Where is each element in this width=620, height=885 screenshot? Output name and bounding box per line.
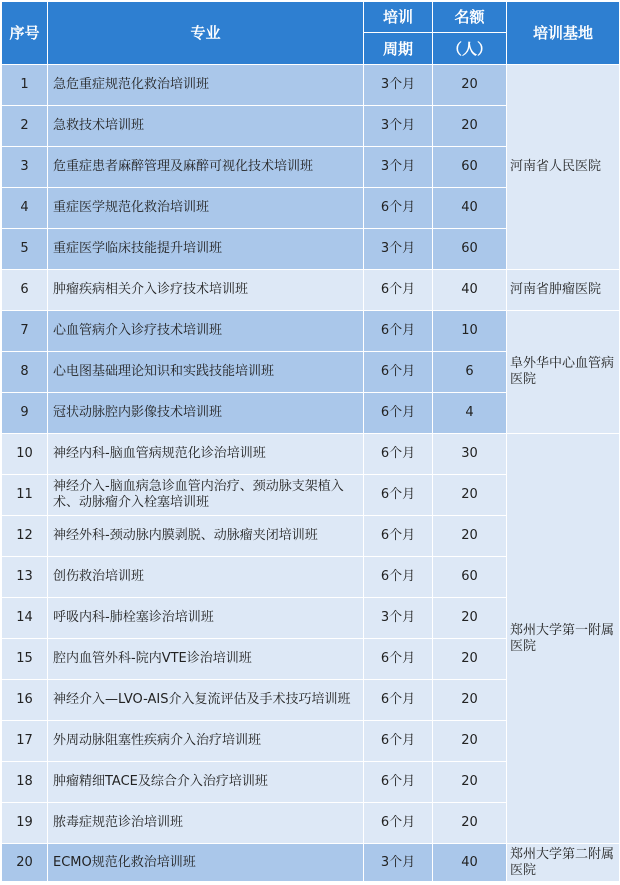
table-row	[2, 844, 620, 882]
row-period: 6个月	[364, 762, 433, 803]
row-quota: 40	[433, 188, 507, 229]
row-quota: 60	[433, 557, 507, 598]
row-no: 5	[2, 229, 48, 270]
row-quota: 20	[433, 762, 507, 803]
row-major: ECMO规范化救治培训班	[48, 844, 364, 882]
row-major: 外周动脉阻塞性疾病介入治疗培训班	[48, 721, 364, 762]
row-period: 6个月	[364, 270, 433, 311]
header-row	[2, 2, 620, 33]
row-quota: 20	[433, 65, 507, 106]
row-period: 6个月	[364, 516, 433, 557]
row-quota: 10	[433, 311, 507, 352]
row-no: 4	[2, 188, 48, 229]
row-period: 6个月	[364, 311, 433, 352]
row-no: 18	[2, 762, 48, 803]
row-major: 脓毒症规范诊治培训班	[48, 803, 364, 844]
header-no: 序号	[2, 2, 48, 65]
row-period: 6个月	[364, 639, 433, 680]
row-base: 阜外华中心血管病医院	[507, 311, 620, 434]
row-no: 7	[2, 311, 48, 352]
row-quota: 20	[433, 106, 507, 147]
row-major: 肿瘤疾病相关介入诊疗技术培训班	[48, 270, 364, 311]
training-table	[1, 1, 620, 882]
row-no: 11	[2, 475, 48, 516]
row-period: 3个月	[364, 844, 433, 882]
row-major: 心血管病介入诊疗技术培训班	[48, 311, 364, 352]
row-period: 6个月	[364, 352, 433, 393]
row-period: 6个月	[364, 434, 433, 475]
row-quota: 20	[433, 639, 507, 680]
row-major: 重症医学规范化救治培训班	[48, 188, 364, 229]
row-quota: 30	[433, 434, 507, 475]
header-quota-line1: 名额	[433, 2, 507, 33]
header-period-line2: 周期	[364, 33, 433, 65]
row-quota: 20	[433, 475, 507, 516]
table-row	[2, 434, 620, 475]
row-quota: 60	[433, 147, 507, 188]
row-major: 冠状动脉腔内影像技术培训班	[48, 393, 364, 434]
row-no: 6	[2, 270, 48, 311]
row-major: 急救技术培训班	[48, 106, 364, 147]
row-period: 6个月	[364, 803, 433, 844]
row-base: 河南省人民医院	[507, 65, 620, 270]
header-major: 专业	[48, 2, 364, 65]
row-no: 10	[2, 434, 48, 475]
row-no: 13	[2, 557, 48, 598]
row-quota: 20	[433, 721, 507, 762]
row-base: 河南省肿瘤医院	[507, 270, 620, 311]
row-period: 6个月	[364, 557, 433, 598]
row-no: 20	[2, 844, 48, 882]
header-period-line1: 培训	[364, 2, 433, 33]
row-quota: 20	[433, 598, 507, 639]
row-no: 1	[2, 65, 48, 106]
row-no: 2	[2, 106, 48, 147]
row-quota: 40	[433, 270, 507, 311]
row-period: 6个月	[364, 680, 433, 721]
row-major: 神经介入—LVO-AIS介入复流评估及手术技巧培训班	[48, 680, 364, 721]
row-period: 3个月	[364, 147, 433, 188]
row-major: 肿瘤精细TACE及综合介入治疗培训班	[48, 762, 364, 803]
row-major: 神经介入-脑血病急诊血管内治疗、颈动脉支架植入术、动脉瘤介入栓塞培训班	[48, 475, 364, 516]
row-period: 3个月	[364, 598, 433, 639]
row-no: 19	[2, 803, 48, 844]
row-period: 3个月	[364, 65, 433, 106]
row-base: 郑州大学第二附属医院	[507, 844, 620, 882]
row-quota: 20	[433, 680, 507, 721]
row-period: 6个月	[364, 188, 433, 229]
row-no: 17	[2, 721, 48, 762]
row-no: 9	[2, 393, 48, 434]
row-period: 3个月	[364, 106, 433, 147]
row-major: 呼吸内科-肺栓塞诊治培训班	[48, 598, 364, 639]
row-major: 神经外科-颈动脉内膜剥脱、动脉瘤夹闭培训班	[48, 516, 364, 557]
row-no: 16	[2, 680, 48, 721]
row-major: 心电图基础理论知识和实践技能培训班	[48, 352, 364, 393]
row-period: 6个月	[364, 393, 433, 434]
row-major: 危重症患者麻醉管理及麻醉可视化技术培训班	[48, 147, 364, 188]
row-period: 3个月	[364, 229, 433, 270]
table-row	[2, 311, 620, 352]
row-period: 6个月	[364, 721, 433, 762]
row-quota: 60	[433, 229, 507, 270]
header-quota-line2: （人）	[433, 33, 507, 65]
row-base: 郑州大学第一附属医院	[507, 434, 620, 844]
row-major: 创伤救治培训班	[48, 557, 364, 598]
header-base: 培训基地	[507, 2, 620, 65]
row-major: 神经内科-脑血管病规范化诊治培训班	[48, 434, 364, 475]
row-major: 急危重症规范化救治培训班	[48, 65, 364, 106]
row-quota: 20	[433, 516, 507, 557]
row-no: 12	[2, 516, 48, 557]
row-quota: 6	[433, 352, 507, 393]
row-quota: 4	[433, 393, 507, 434]
row-no: 8	[2, 352, 48, 393]
row-major: 腔内血管外科-院内VTE诊治培训班	[48, 639, 364, 680]
row-quota: 20	[433, 803, 507, 844]
table-row	[2, 270, 620, 311]
row-no: 15	[2, 639, 48, 680]
row-no: 3	[2, 147, 48, 188]
row-major: 重症医学临床技能提升培训班	[48, 229, 364, 270]
row-period: 6个月	[364, 475, 433, 516]
table-row	[2, 65, 620, 106]
row-no: 14	[2, 598, 48, 639]
row-quota: 40	[433, 844, 507, 882]
